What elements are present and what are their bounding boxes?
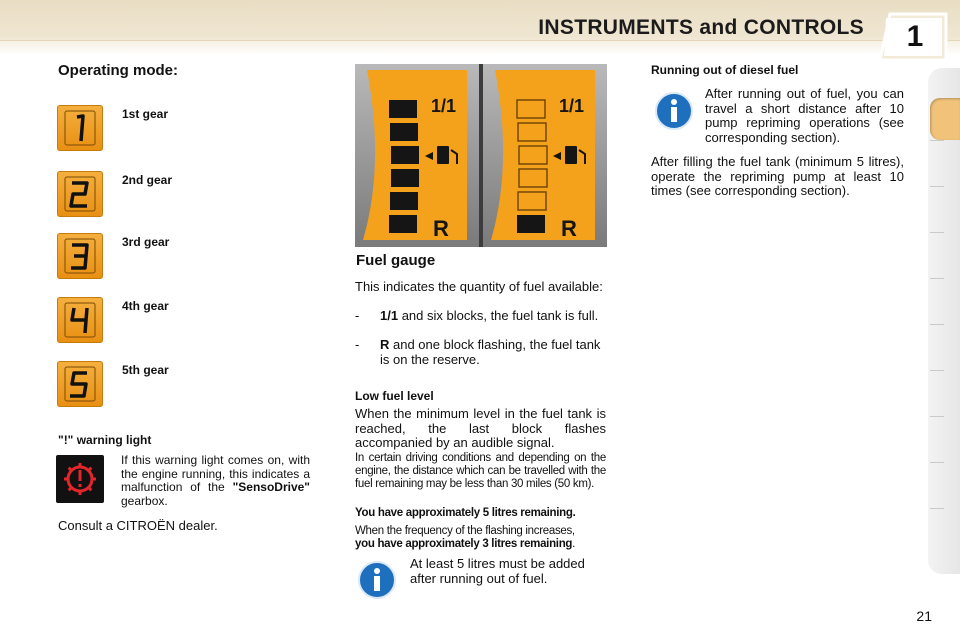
gear-5-icon: [57, 361, 103, 407]
warning-light-text: If this warning light comes on, with the engine running, this indicates a malfunction of the "SensoDrive" gearbox.: [121, 453, 310, 508]
header-swoosh: [0, 40, 960, 55]
operating-mode-title: Operating mode:: [58, 62, 179, 79]
tab-divider: [930, 370, 944, 371]
info-icon: [357, 560, 397, 600]
gear-2-icon: [57, 171, 103, 217]
chapter-number: 1: [906, 20, 924, 53]
driving-conditions-text: In certain driving conditions and depending on the engine, the distance which can be travelled with the fuel remaining may be less than 30 miles (50 km).: [355, 452, 606, 490]
gear-4-label: 4th gear: [122, 299, 169, 313]
flashing-frequency-text: When the frequency of the flashing increases, you have approximately 3 litres remaining.: [355, 525, 576, 550]
fuel-gauge-illustration: [355, 64, 607, 247]
page-header-title: INSTRUMENTS and CONTROLS: [538, 16, 864, 39]
warning-light-title: "!" warning light: [58, 433, 152, 447]
low-fuel-title: Low fuel level: [355, 389, 434, 403]
diesel-info-text: After running out of fuel, you can travel a short distance after 10 pump repriming operations (see corresponding section).: [705, 86, 904, 145]
chapter-tab-active[interactable]: [930, 98, 960, 140]
fuel-gauge-intro: This indicates the quantity of fuel available:: [355, 279, 603, 294]
tab-divider: [930, 462, 944, 463]
right-reserve-label: R: [561, 216, 577, 241]
fuel-gauge-title: Fuel gauge: [356, 252, 436, 269]
tab-divider: [930, 324, 944, 325]
diesel-title: Running out of diesel fuel: [651, 63, 799, 77]
diesel-after-text: After filling the fuel tank (minimum 5 litres), operate the repriming pump at least 10 times (see corresponding section).: [651, 154, 904, 198]
gear-1-label: 1st gear: [122, 107, 169, 121]
left-full-label: 1/1: [431, 96, 457, 116]
consult-dealer-text: Consult a CITROËN dealer.: [58, 518, 218, 533]
page-number: 21: [916, 608, 932, 624]
tab-divider: [930, 186, 944, 187]
gear-1-icon: [57, 105, 103, 151]
gear-5-label: 5th gear: [122, 363, 169, 377]
fuel-info-text: At least 5 litres must be added after running out of fuel.: [410, 556, 585, 586]
gear-4-icon: [57, 297, 103, 343]
tab-divider: [930, 278, 944, 279]
tab-divider: [930, 140, 944, 141]
chapter-tabs[interactable]: [928, 68, 960, 574]
fuel-bullet-full: - 1/1 and six blocks, the fuel tank is full.: [355, 308, 599, 323]
gear-2-label: 2nd gear: [122, 173, 173, 187]
gear-3-icon: [57, 233, 103, 279]
tab-divider: [930, 508, 944, 509]
tab-divider: [930, 416, 944, 417]
info-icon: [654, 91, 694, 131]
fuel-bullet-reserve: - R and one block flashing, the fuel tank is on the reserve.: [355, 337, 601, 367]
right-full-label: 1/1: [559, 96, 585, 116]
approx-5-litres-text: You have approximately 5 litres remaining.: [355, 507, 576, 519]
tab-divider: [930, 232, 944, 233]
low-fuel-text: When the minimum level in the fuel tank is reached, the last block flashes accompanied by an audible signal.: [355, 406, 606, 450]
gear-3-label: 3rd gear: [122, 235, 170, 249]
gearbox-warning-icon: [56, 455, 104, 503]
left-reserve-label: R: [433, 216, 449, 241]
